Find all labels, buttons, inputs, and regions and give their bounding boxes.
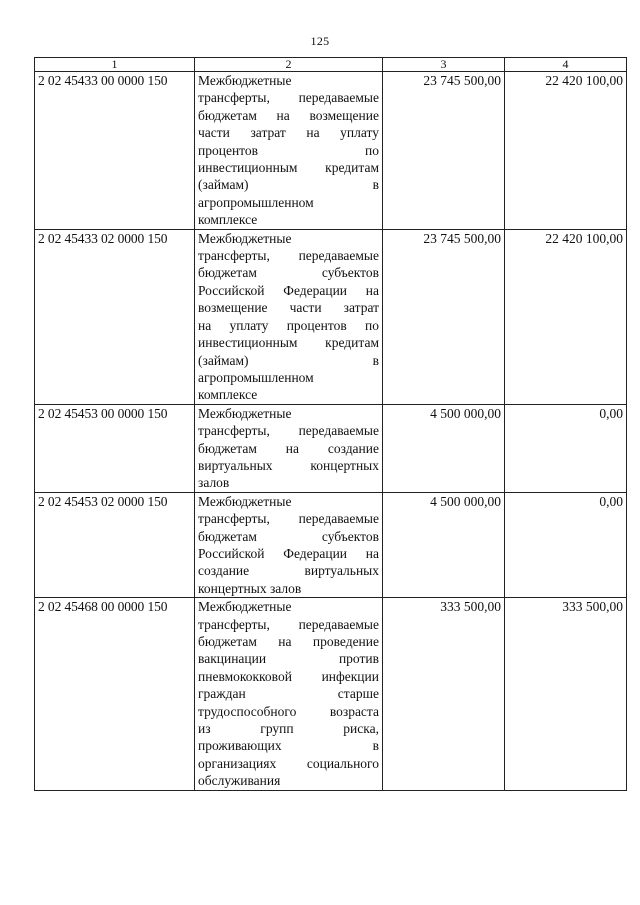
budget-table xyxy=(34,57,627,791)
description-line: инвестиционным кредитам xyxy=(198,335,379,351)
description-line: трансферты, передаваемые xyxy=(198,90,379,106)
description-line: обслуживания xyxy=(198,773,281,789)
description-line: создание виртуальных xyxy=(198,563,379,579)
description-line: Российской Федерации на xyxy=(198,282,379,298)
amount-col3-cell: 333 500,00 xyxy=(383,598,505,790)
amount-col3-cell: 4 500 000,00 xyxy=(383,492,505,597)
description-line: на уплату процентов по xyxy=(198,317,379,333)
description-line: проживающих в xyxy=(198,738,379,754)
description-line: возмещение части затрат xyxy=(198,300,379,316)
description-line: трансферты, передаваемые xyxy=(198,248,379,264)
description-line: процентов по xyxy=(198,142,379,158)
description-line: комплексе xyxy=(198,212,258,228)
amount-col4-cell: 0,00 xyxy=(505,492,627,597)
description-cell xyxy=(195,404,383,492)
description-line: Российской Федерации на xyxy=(198,545,379,561)
description-cell xyxy=(195,598,383,790)
amount-col3-cell: 23 745 500,00 xyxy=(383,72,505,230)
description-line: залов xyxy=(198,475,230,491)
amount-col3-cell: 23 745 500,00 xyxy=(383,229,505,404)
description-line: трансферты, передаваемые xyxy=(198,511,379,527)
description-line: из групп риска, xyxy=(198,721,379,737)
description-line: бюджетам на создание xyxy=(198,440,379,456)
budget-code-cell: 2 02 45468 00 0000 150 xyxy=(35,598,195,790)
description-line: вакцинации против xyxy=(198,651,379,667)
budget-code-cell: 2 02 45433 00 0000 150 xyxy=(35,72,195,230)
description-cell xyxy=(195,229,383,404)
budget-code-cell: 2 02 45453 02 0000 150 xyxy=(35,492,195,597)
description-line: Межбюджетные xyxy=(198,599,292,615)
description-line: бюджетам субъектов xyxy=(198,265,379,281)
description-line: агропромышленном xyxy=(198,194,314,210)
amount-col4-cell: 22 420 100,00 xyxy=(505,229,627,404)
table-row xyxy=(35,598,627,790)
amount-col3-cell: 4 500 000,00 xyxy=(383,404,505,492)
description-line: трансферты, передаваемые xyxy=(198,423,379,439)
description-cell xyxy=(195,72,383,230)
description-line: концертных залов xyxy=(198,580,302,596)
description-line: (займам) в xyxy=(198,352,379,368)
description-line: виртуальных концертных xyxy=(198,457,379,473)
column-header-4: 4 xyxy=(505,58,627,72)
description-line: бюджетам на возмещение xyxy=(198,107,379,123)
description-line: бюджетам на проведение xyxy=(198,634,379,649)
table-row xyxy=(35,492,627,597)
description-line: Межбюджетные xyxy=(198,493,292,509)
description-line: части затрат на уплату xyxy=(198,125,379,141)
description-line: трудоспособного возраста xyxy=(198,703,379,719)
table-body xyxy=(35,72,627,791)
budget-code-cell: 2 02 45453 00 0000 150 xyxy=(35,404,195,492)
description-line: трансферты, передаваемые xyxy=(198,616,379,632)
budget-code-cell: 2 02 45433 02 0000 150 xyxy=(35,229,195,404)
description-line: (займам) в xyxy=(198,177,379,193)
description-line: Межбюджетные xyxy=(198,405,292,421)
description-line: Межбюджетные xyxy=(198,73,292,88)
description-cell xyxy=(195,492,383,597)
description-line: бюджетам субъектов xyxy=(198,528,379,544)
amount-col4-cell: 0,00 xyxy=(505,404,627,492)
amount-col4-cell: 333 500,00 xyxy=(505,598,627,790)
table-header-row xyxy=(35,58,627,72)
description-line: Межбюджетные xyxy=(198,230,292,246)
page-number: 125 xyxy=(310,34,330,48)
description-line: комплексе xyxy=(198,387,258,403)
table-row xyxy=(35,404,627,492)
description-line: организациях социального xyxy=(198,755,379,771)
table-row xyxy=(35,229,627,404)
description-line: агропромышленном xyxy=(198,369,314,385)
amount-col4-cell: 22 420 100,00 xyxy=(505,72,627,230)
description-line: инвестиционным кредитам xyxy=(198,160,379,176)
description-line: граждан старше xyxy=(198,686,379,702)
column-header-2: 2 xyxy=(195,58,383,72)
description-line: пневмококковой инфекции xyxy=(198,668,379,684)
column-header-3: 3 xyxy=(383,58,505,72)
table-row xyxy=(35,72,627,230)
column-header-1: 1 xyxy=(35,58,195,72)
